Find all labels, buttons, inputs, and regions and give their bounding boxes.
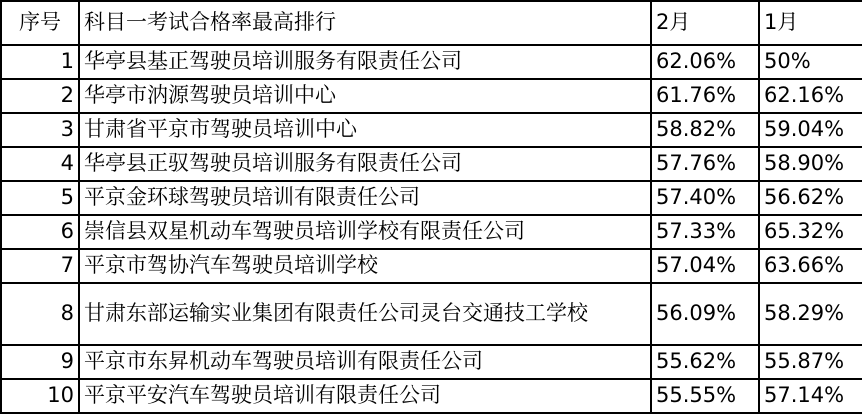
cell-rank: 1 xyxy=(1,45,79,79)
table-header xyxy=(1,1,862,45)
column-header-february: 2月 xyxy=(651,1,759,45)
cell-school-name: 华亭市汭源驾驶员培训中心 xyxy=(79,79,651,113)
cell-february-rate: 57.33% xyxy=(651,215,759,249)
cell-school-name: 甘肃省平京市驾驶员培训中心 xyxy=(79,113,651,147)
table-header-row xyxy=(1,1,862,45)
cell-february-rate: 55.62% xyxy=(651,345,759,379)
cell-february-rate: 57.04% xyxy=(651,249,759,283)
table-body xyxy=(1,45,862,413)
cell-school-name: 华亭县正驭驾驶员培训服务有限责任公司 xyxy=(79,147,651,181)
column-header-january: 1月 xyxy=(759,1,862,45)
cell-january-rate: 58.29% xyxy=(759,283,862,345)
cell-rank: 3 xyxy=(1,113,79,147)
cell-january-rate: 65.32% xyxy=(759,215,862,249)
cell-february-rate: 62.06% xyxy=(651,45,759,79)
cell-rank: 4 xyxy=(1,147,79,181)
cell-rank: 10 xyxy=(1,379,79,413)
cell-january-rate: 55.87% xyxy=(759,345,862,379)
cell-rank: 9 xyxy=(1,345,79,379)
cell-rank: 6 xyxy=(1,215,79,249)
cell-school-name: 平京市驾协汽车驾驶员培训学校 xyxy=(79,249,651,283)
cell-rank: 7 xyxy=(1,249,79,283)
table-row xyxy=(1,215,862,249)
column-header-name: 科目一考试合格率最高排行 xyxy=(79,1,651,45)
cell-rank: 8 xyxy=(1,283,79,345)
cell-february-rate: 57.76% xyxy=(651,147,759,181)
cell-january-rate: 59.04% xyxy=(759,113,862,147)
table-row xyxy=(1,345,862,379)
cell-january-rate: 63.66% xyxy=(759,249,862,283)
cell-school-name: 华亭县基正驾驶员培训服务有限责任公司 xyxy=(79,45,651,79)
table-row xyxy=(1,283,862,345)
cell-school-name: 平京平安汽车驾驶员培训有限责任公司 xyxy=(79,379,651,413)
cell-february-rate: 58.82% xyxy=(651,113,759,147)
cell-january-rate: 50% xyxy=(759,45,862,79)
cell-school-name: 甘肃东部运输实业集团有限责任公司灵台交通技工学校 xyxy=(79,283,651,345)
cell-january-rate: 57.14% xyxy=(759,379,862,413)
cell-school-name: 平京金环球驾驶员培训有限责任公司 xyxy=(79,181,651,215)
table-row xyxy=(1,113,862,147)
cell-february-rate: 55.55% xyxy=(651,379,759,413)
cell-school-name: 崇信县双星机动车驾驶员培训学校有限责任公司 xyxy=(79,215,651,249)
cell-rank: 5 xyxy=(1,181,79,215)
table-row xyxy=(1,379,862,413)
cell-january-rate: 62.16% xyxy=(759,79,862,113)
cell-february-rate: 61.76% xyxy=(651,79,759,113)
table-row xyxy=(1,147,862,181)
cell-january-rate: 56.62% xyxy=(759,181,862,215)
cell-february-rate: 56.09% xyxy=(651,283,759,345)
cell-school-name: 平京市东昇机动车驾驶员培训有限责任公司 xyxy=(79,345,651,379)
cell-january-rate: 58.90% xyxy=(759,147,862,181)
table-row xyxy=(1,79,862,113)
column-header-rank: 序号 xyxy=(1,1,79,45)
table-row xyxy=(1,249,862,283)
cell-rank: 2 xyxy=(1,79,79,113)
table-row xyxy=(1,181,862,215)
cell-february-rate: 57.40% xyxy=(651,181,759,215)
table-row xyxy=(1,45,862,79)
